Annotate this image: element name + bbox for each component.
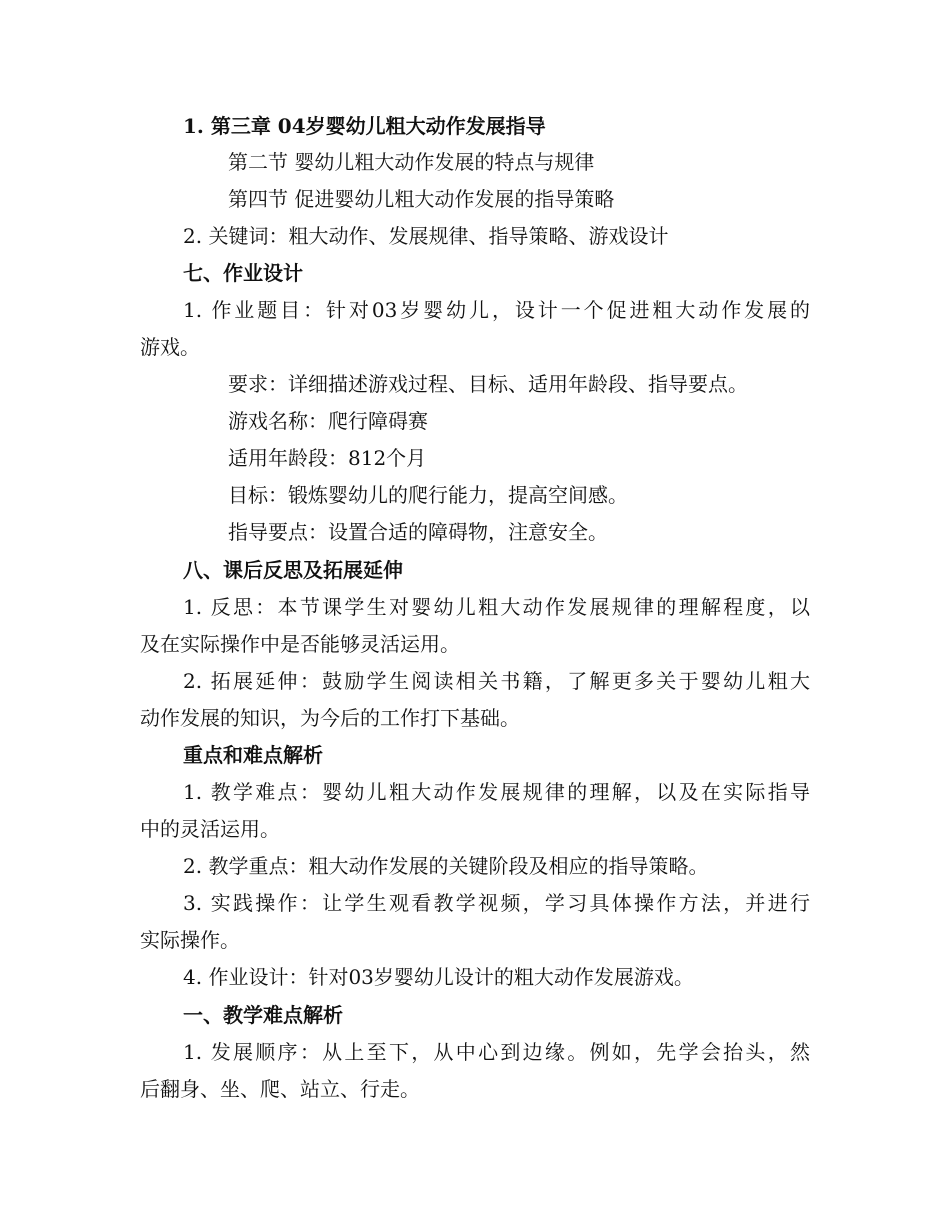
paragraph-line: 1. 发展顺序：从上至下，从中心到边缘。例如，先学会抬头，然 <box>183 1040 810 1064</box>
chapter-heading: 1. 第三章 04岁婴幼儿粗大动作发展指导 <box>183 114 546 138</box>
paragraph-line: 动作发展的知识，为今后的工作打下基础。 <box>140 706 520 730</box>
age-range-line: 适用年龄段：812个月 <box>228 446 427 470</box>
guidance-line: 指导要点：设置合适的障碍物，注意安全。 <box>228 520 608 544</box>
paragraph-line: 及在实际操作中是否能够灵活运用。 <box>140 632 460 656</box>
requirement-line: 要求：详细描述游戏过程、目标、适用年龄段、指导要点。 <box>228 372 748 396</box>
paragraph-line: 后翻身、坐、爬、站立、行走。 <box>140 1077 420 1101</box>
paragraph-line: 2. 教学重点：粗大动作发展的关键阶段及相应的指导策略。 <box>183 854 709 878</box>
keywords-line: 2. 关键词：粗大动作、发展规律、指导策略、游戏设计 <box>183 224 669 248</box>
paragraph-line: 3. 实践操作：让学生观看教学视频，学习具体操作方法，并进行 <box>183 891 810 915</box>
paragraph-line: 中的灵活运用。 <box>140 817 280 841</box>
paragraph-line: 4. 作业设计：针对03岁婴幼儿设计的粗大动作发展游戏。 <box>183 965 694 989</box>
paragraph-line: 1. 教学难点：婴幼儿粗大动作发展规律的理解，以及在实际指导 <box>183 780 810 804</box>
game-name-line: 游戏名称：爬行障碍赛 <box>228 409 428 433</box>
section-heading-reflection: 八、课后反思及拓展延伸 <box>183 558 403 582</box>
goal-line: 目标：锻炼婴幼儿的爬行能力，提高空间感。 <box>228 483 628 507</box>
paragraph-line: 1. 反思：本节课学生对婴幼儿粗大动作发展规律的理解程度，以 <box>183 595 810 619</box>
paragraph-line: 实际操作。 <box>140 928 240 952</box>
section-item: 第四节 促进婴幼儿粗大动作发展的指导策略 <box>228 187 615 211</box>
paragraph-line: 游戏。 <box>140 335 200 359</box>
section-heading-homework: 七、作业设计 <box>183 261 303 285</box>
paragraph-line: 2. 拓展延伸：鼓励学生阅读相关书籍，了解更多关于婴幼儿粗大 <box>183 669 810 693</box>
section-item: 第二节 婴幼儿粗大动作发展的特点与规律 <box>228 150 595 174</box>
section-heading-difficulty: 一、教学难点解析 <box>183 1003 343 1027</box>
section-heading-key-points: 重点和难点解析 <box>183 743 323 767</box>
paragraph-line: 1. 作业题目：针对03岁婴幼儿，设计一个促进粗大动作发展的 <box>183 298 810 322</box>
